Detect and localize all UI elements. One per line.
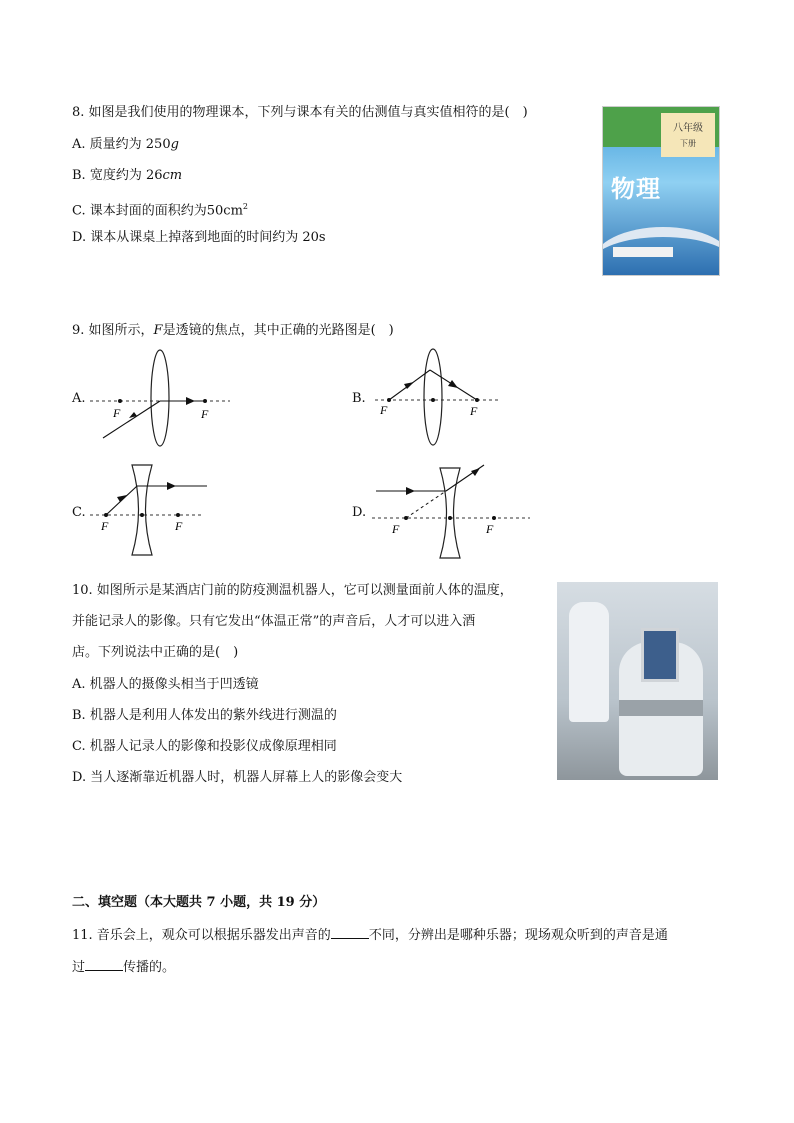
option-text: A. 质量约为 250: [72, 137, 171, 152]
stem-text: 过: [72, 960, 86, 975]
temperature-robot-photo: [557, 582, 718, 780]
lens-center: [431, 398, 435, 402]
answer-blank[interactable]: [331, 926, 369, 939]
stem-text: 11. 音乐会上，观众可以根据乐器发出声音的: [72, 928, 331, 943]
arrow-head: [448, 380, 458, 388]
diagram-d-label: D.: [352, 505, 367, 520]
lens-center: [140, 513, 144, 517]
cover-volume: 下册: [680, 139, 696, 148]
cover-grade-label: [661, 113, 715, 157]
focus-label-left: F: [101, 519, 109, 533]
question-8-stem: 8. 如图是我们使用的物理课本，下列与课本有关的估测值与真实值相符的是( ): [72, 105, 528, 120]
question-8-option-a: [72, 136, 179, 154]
stem-text: 不同，分辨出是哪种乐器；现场观众听到的声音是通: [368, 928, 668, 943]
unit: g: [170, 137, 179, 152]
question-10-option-c: C. 机器人记录人的影像和投影仪成像原理相同: [72, 739, 337, 754]
focus-point-right: [203, 399, 207, 403]
question-8-option-c: [72, 198, 248, 220]
focus-label-right: F: [486, 522, 494, 536]
arrow-head: [406, 487, 415, 495]
light-path-diagram-d: [370, 460, 535, 565]
question-10-option-a: A. 机器人的摄像头相当于凹透镜: [72, 677, 259, 692]
cover-ship: [613, 247, 673, 257]
option-text: B. 宽度约为 26: [72, 168, 163, 183]
question-9-stem: [72, 322, 394, 340]
focus-label-left: F: [113, 406, 121, 420]
option-text: C. 课本封面的面积约为50cm: [72, 203, 243, 219]
arrow-head: [117, 495, 127, 502]
concave-lens: [440, 468, 460, 558]
extension-line: [406, 491, 446, 518]
focus-point-left: [118, 399, 122, 403]
person-in-protective-suit: [569, 602, 609, 722]
focus-label-right: F: [201, 407, 209, 421]
question-8-option-d: D. 课本从课桌上掉落到地面的时间约为 20s: [72, 230, 326, 245]
focus-label-right: F: [470, 404, 478, 418]
question-11-line1: [72, 926, 668, 945]
arrow-head: [186, 397, 195, 405]
focus-point-right: [176, 513, 180, 517]
focus-label-right: F: [175, 519, 183, 533]
question-8-option-b: [72, 167, 182, 185]
focus-label-left: F: [380, 403, 388, 417]
convex-lens: [151, 350, 169, 446]
section-heading: 二、填空题（本大题共 7 小题，共 19 分）: [72, 895, 326, 910]
question-11-line2: [72, 958, 175, 977]
light-path-diagram-c: [85, 460, 215, 560]
diagram-b-label: B.: [352, 391, 366, 406]
superscript: 2: [242, 202, 248, 211]
diagram-a-label: A.: [72, 391, 86, 406]
focus-label-left: F: [392, 522, 400, 536]
focus-variable: F: [153, 323, 163, 338]
robot-stripe: [619, 700, 703, 716]
unit: cm: [162, 168, 183, 183]
question-10-stem-line2: 并能记录人的影像。只有它发出“体温正常”的声音后，人才可以进入酒: [72, 614, 476, 629]
stem-text: 传播的。: [123, 960, 176, 975]
arrow-head: [471, 468, 480, 476]
question-10-option-b: B. 机器人是利用人体发出的紫外线进行测温的: [72, 708, 337, 723]
stem-text: 是透镜的焦点，其中正确的光路图是( ): [162, 323, 394, 338]
question-10-option-d: D. 当人逐渐靠近机器人时，机器人屏幕上人的影像会变大: [72, 770, 403, 785]
question-10-stem-line3: 店。下列说法中正确的是( ): [72, 645, 239, 660]
light-path-diagram-b: [370, 345, 505, 450]
cover-title: 物理: [611, 174, 661, 203]
stem-text: 9. 如图所示，: [72, 323, 154, 338]
concave-lens: [132, 465, 152, 555]
cover-grade: 八年级: [673, 123, 703, 134]
lens-center: [448, 516, 452, 520]
arrow-head: [167, 482, 176, 490]
diagram-c-label: C.: [72, 505, 86, 520]
focus-point-right: [492, 516, 496, 520]
question-10-stem-line1: 10. 如图所示是某酒店门前的防疫测温机器人，它可以测量面前人体的温度，: [72, 583, 513, 598]
physics-textbook-cover-image: [602, 106, 720, 276]
convex-lens: [424, 349, 442, 445]
robot-screen: [641, 628, 679, 682]
light-path-diagram-a: [85, 345, 235, 450]
answer-blank[interactable]: [85, 958, 123, 971]
